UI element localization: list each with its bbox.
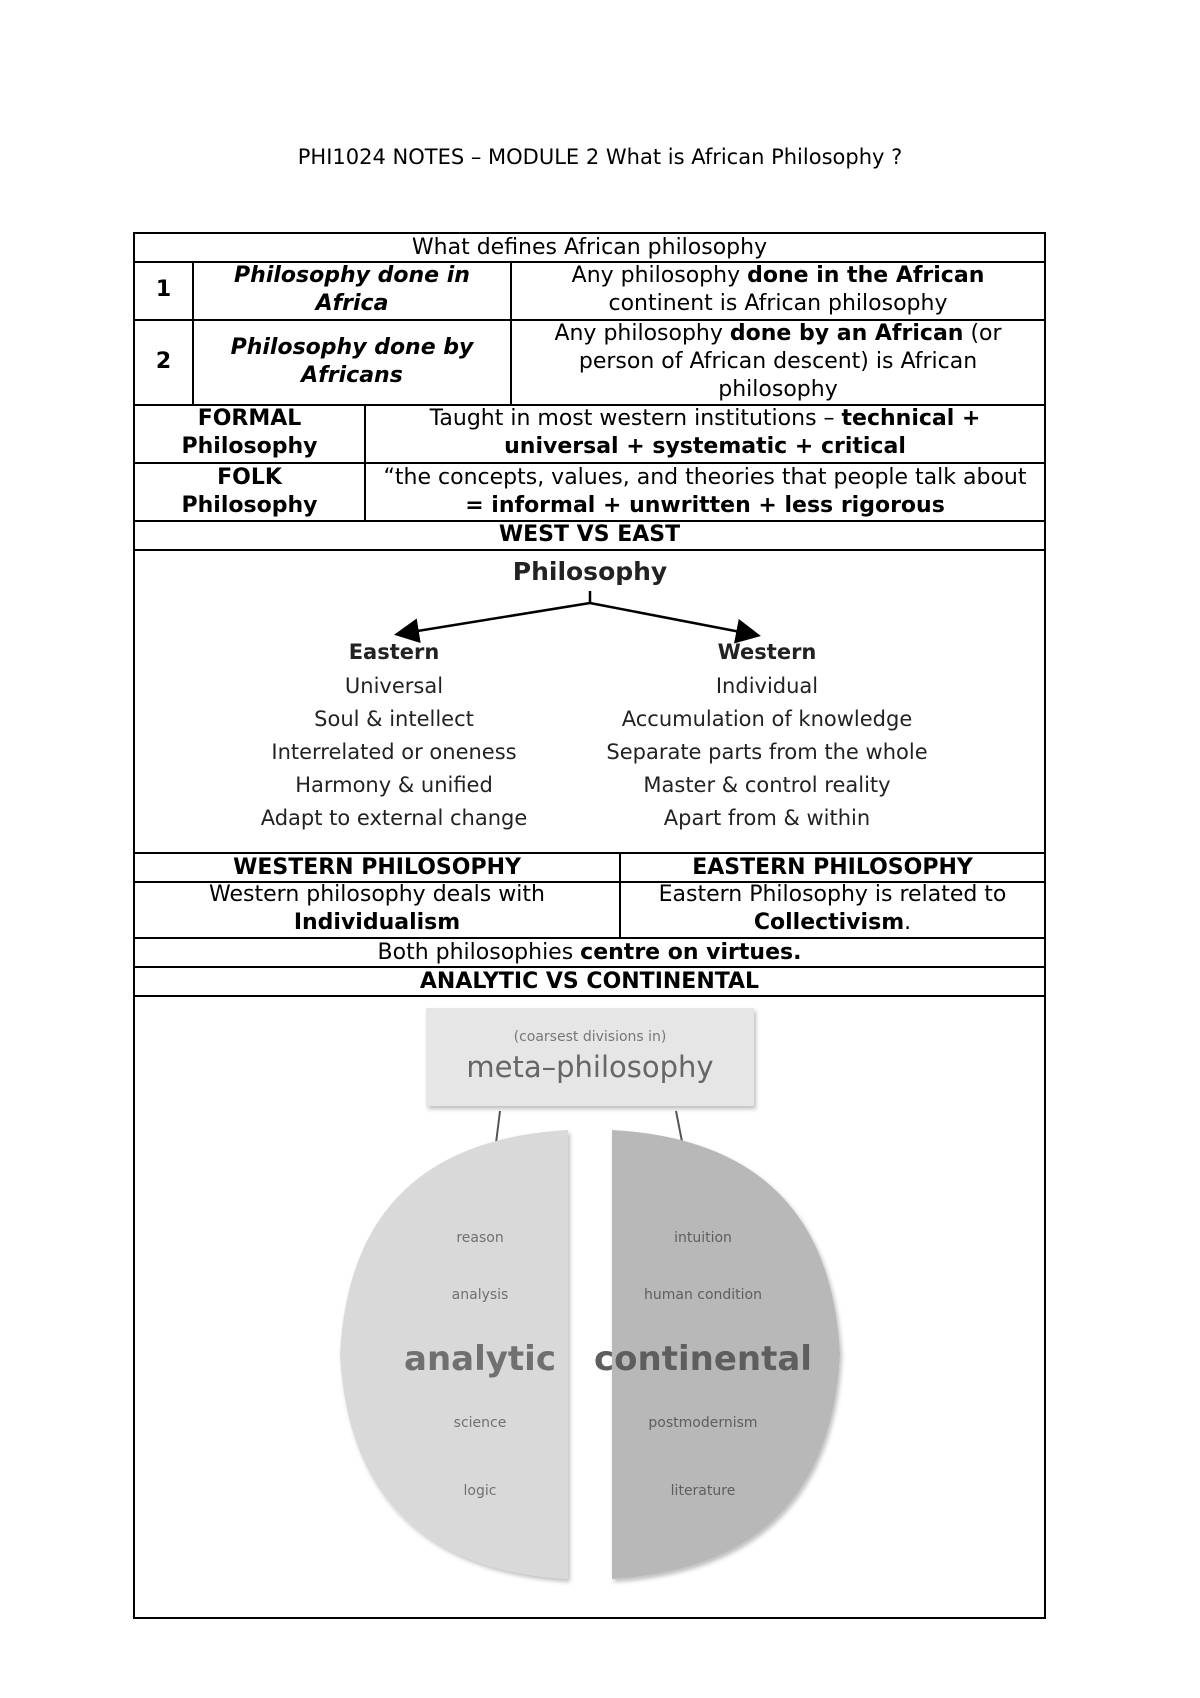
continental-word: human condition bbox=[643, 1287, 763, 1303]
folk-row bbox=[133, 462, 1046, 522]
western-heading: WESTERN PHILOSOPHY bbox=[233, 854, 521, 880]
tree-branch-left bbox=[399, 603, 590, 634]
western-description: Western philosophy deals with Individualism bbox=[209, 882, 545, 935]
western-list bbox=[606, 674, 927, 830]
folk-term: FOLK Philosophy bbox=[181, 465, 318, 518]
analytic-diagram bbox=[133, 995, 1046, 1619]
eastern-list bbox=[261, 674, 528, 830]
analytic-heading: ANALYTIC VS CONTINENTAL bbox=[419, 968, 760, 994]
western-item: Individual bbox=[715, 674, 819, 698]
compare-text-row bbox=[133, 881, 1046, 939]
eastern-item: Harmony & unified bbox=[295, 773, 493, 797]
continental-word: postmodernism bbox=[648, 1415, 758, 1431]
eastern-item: Adapt to external change bbox=[260, 806, 528, 830]
western-item: Separate parts from the whole bbox=[606, 740, 928, 764]
folk-description: “the concepts, values, and theories that people talk about = informal + unwritten + less rigorous bbox=[364, 464, 1044, 520]
analytic-word: science bbox=[453, 1415, 507, 1431]
eastern-item: Universal bbox=[344, 674, 444, 698]
term-label: Philosophy done by Africans bbox=[192, 319, 510, 404]
western-item: Accumulation of knowledge bbox=[621, 707, 913, 731]
both-statement: Both philosophies centre on virtues. bbox=[377, 939, 802, 965]
compare-heading-row bbox=[133, 852, 1046, 883]
box-small-label: (coarsest divisions in) bbox=[513, 1029, 667, 1045]
continental-word: literature bbox=[670, 1483, 736, 1499]
eastern-heading: EASTERN PHILOSOPHY bbox=[619, 854, 1044, 881]
defines-heading-row bbox=[133, 232, 1046, 263]
analytic-title: analytic bbox=[404, 1339, 556, 1379]
formal-description: Taught in most western institutions – technical + universal + systematic + critical bbox=[364, 404, 1044, 462]
philosophy-tree-diagram bbox=[135, 549, 1044, 850]
western-item: Apart from & within bbox=[663, 806, 871, 830]
western-item: Master & control reality bbox=[643, 773, 891, 797]
box-big-label: meta–philosophy bbox=[466, 1050, 714, 1084]
west-east-diagram bbox=[133, 549, 1046, 854]
eastern-title: Eastern bbox=[348, 640, 440, 664]
formal-row bbox=[133, 404, 1046, 464]
eastern-item: Interrelated or oneness bbox=[271, 740, 517, 764]
row-number: 1 bbox=[155, 277, 172, 302]
term-label: Philosophy done in Africa bbox=[192, 261, 510, 319]
both-row bbox=[133, 937, 1046, 968]
analytic-word: logic bbox=[463, 1483, 497, 1499]
formal-term: FORMAL Philosophy bbox=[181, 406, 318, 459]
meta-philosophy-diagram bbox=[135, 995, 1044, 1615]
defines-row-1 bbox=[133, 261, 1046, 321]
continental-word: intuition bbox=[674, 1230, 732, 1246]
analytic-word: analysis bbox=[451, 1287, 509, 1303]
diagram-root: Philosophy bbox=[512, 557, 668, 586]
eastern-description: Eastern Philosophy is related to Collectivism. bbox=[619, 881, 1044, 937]
term-description: Any philosophy done in the African continent is African philosophy bbox=[510, 261, 1044, 319]
tree-branch-right bbox=[590, 603, 756, 635]
western-title: Western bbox=[717, 640, 817, 664]
defines-row-2 bbox=[133, 319, 1046, 406]
term-description: Any philosophy done by an African (or person of African descent) is African philosophy bbox=[510, 319, 1044, 404]
defines-heading: What defines African philosophy bbox=[411, 234, 768, 260]
analytic-word: reason bbox=[456, 1230, 504, 1246]
continental-title: continental bbox=[594, 1339, 812, 1379]
row-number: 2 bbox=[155, 348, 172, 374]
analytic-heading-row bbox=[133, 966, 1046, 997]
page-title: PHI1024 NOTES – MODULE 2 What is African Philosophy ? bbox=[297, 145, 903, 169]
west-east-heading-row bbox=[133, 520, 1046, 551]
west-east-heading: WEST VS EAST bbox=[498, 521, 681, 547]
eastern-item: Soul & intellect bbox=[314, 707, 474, 731]
